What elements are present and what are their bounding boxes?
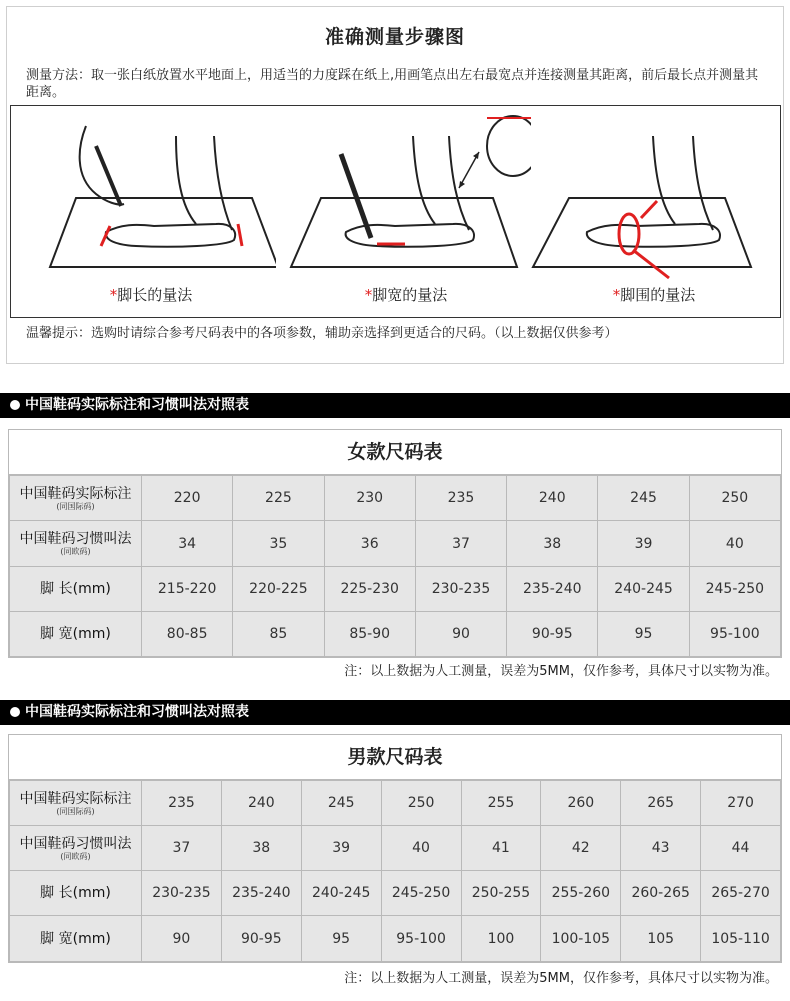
table-cell: 245-250	[381, 871, 461, 916]
foot-girth-illustration	[529, 106, 779, 281]
row-header-label: 中国鞋码习惯叫法	[19, 835, 132, 852]
table-cell: 235-240	[507, 567, 598, 612]
table-cell: 105	[621, 916, 701, 962]
foot-girth-panel	[529, 106, 779, 319]
men-chart-title: 男款尺码表	[9, 735, 781, 780]
table-cell: 80-85	[142, 612, 233, 657]
table-cell: 39	[598, 521, 689, 567]
table-cell: 235-240	[221, 871, 301, 916]
row-header-label: 脚 长(mm)	[40, 581, 111, 597]
table-row	[10, 781, 781, 826]
foot-width-illustration	[281, 106, 531, 281]
table-cell: 95-100	[689, 612, 780, 657]
table-row	[10, 521, 781, 567]
row-header-sublabel: (同欧码)	[60, 547, 91, 556]
table-cell: 90-95	[221, 916, 301, 962]
table-cell: 245	[301, 781, 381, 826]
table-row	[10, 871, 781, 916]
table-cell: 38	[221, 826, 301, 871]
table-cell: 260	[541, 781, 621, 826]
table-cell: 90	[142, 916, 222, 962]
row-header-label: 中国鞋码实际标注	[19, 790, 132, 807]
table-cell: 220-225	[233, 567, 324, 612]
table-row	[10, 612, 781, 657]
row-header	[10, 781, 142, 826]
table-cell: 44	[701, 826, 781, 871]
row-header-sublabel: (同国际码)	[56, 501, 95, 511]
foot-length-panel	[26, 106, 276, 319]
table-row	[10, 916, 781, 962]
foot-length-illustration	[26, 106, 276, 281]
guide-title: 准确测量步骤图	[324, 26, 465, 48]
table-cell: 95	[301, 916, 381, 962]
row-header-label: 中国鞋码习惯叫法	[19, 531, 132, 547]
table-cell: 245-250	[689, 567, 780, 612]
men-note: 注：以上数据为人工测量，误差为5MM，仅作参考，具体尺寸以实物为准。	[344, 971, 778, 986]
measurement-method-text: 测量方法：取一张白纸放置水平地面上，用适当的力度踩在纸上,用画笔点出左右最宽点并连接测量其距离，前后最长点并测量其距离。	[26, 68, 759, 100]
table-row	[10, 826, 781, 871]
table-cell: 38	[507, 521, 598, 567]
table-cell: 270	[701, 781, 781, 826]
table-cell: 85-90	[324, 612, 415, 657]
foot-width-caption: *脚宽的量法	[364, 286, 448, 304]
table-row	[10, 567, 781, 612]
foot-girth-caption: *脚围的量法	[612, 286, 696, 304]
table-cell: 220	[142, 476, 233, 521]
table-cell: 105-110	[701, 916, 781, 962]
table-cell: 235	[415, 476, 506, 521]
table-cell: 42	[541, 826, 621, 871]
row-header	[10, 826, 142, 871]
row-header	[10, 521, 142, 567]
table-cell: 240	[221, 781, 301, 826]
men-size-chart	[8, 734, 782, 963]
foot-width-panel	[281, 106, 531, 319]
table-cell: 36	[324, 521, 415, 567]
table-cell: 35	[233, 521, 324, 567]
foot-length-caption: *脚长的量法	[109, 286, 193, 304]
table-cell: 250	[689, 476, 780, 521]
table-cell: 41	[461, 826, 541, 871]
table-cell: 265	[621, 781, 701, 826]
table-cell: 40	[689, 521, 780, 567]
table-cell: 225-230	[324, 567, 415, 612]
table-cell: 37	[415, 521, 506, 567]
table-cell: 90	[415, 612, 506, 657]
table-cell: 230	[324, 476, 415, 521]
table-cell: 43	[621, 826, 701, 871]
table-cell: 250-255	[461, 871, 541, 916]
table-cell: 100	[461, 916, 541, 962]
table-cell: 85	[233, 612, 324, 657]
table-cell: 215-220	[142, 567, 233, 612]
table-cell: 230-235	[415, 567, 506, 612]
women-note: 注：以上数据为人工测量，误差为5MM，仅作参考，具体尺寸以实物为准。	[344, 664, 778, 679]
row-header-sublabel: (同欧码)	[60, 851, 91, 861]
women-chart-title: 女款尺码表	[9, 430, 781, 475]
table-cell: 255	[461, 781, 541, 826]
table-cell: 225	[233, 476, 324, 521]
row-header	[10, 567, 142, 612]
row-header	[10, 476, 142, 521]
table-cell: 34	[142, 521, 233, 567]
table-cell: 245	[598, 476, 689, 521]
row-header-label: 中国鞋码实际标注	[19, 485, 132, 502]
women-size-chart	[8, 429, 782, 658]
illustration-box	[10, 105, 781, 318]
table-cell: 95-100	[381, 916, 461, 962]
table-cell: 230-235	[142, 871, 222, 916]
row-header-sublabel: (同国际码)	[56, 806, 95, 816]
table-cell: 250	[381, 781, 461, 826]
table-cell: 95	[598, 612, 689, 657]
table-cell: 240-245	[301, 871, 381, 916]
section-band-men: 中国鞋码实际标注和习惯叫法对照表	[0, 700, 790, 725]
section-band-women: 中国鞋码实际标注和习惯叫法对照表	[0, 393, 790, 418]
row-header	[10, 916, 142, 962]
row-header-label: 脚 长(mm)	[40, 885, 111, 901]
tip-text: 温馨提示：选购时请综合参考尺码表中的各项参数，辅助亲选择到更适合的尺码。（以上数据仅供参考）	[26, 326, 618, 341]
row-header	[10, 612, 142, 657]
table-cell: 40	[381, 826, 461, 871]
table-cell: 240-245	[598, 567, 689, 612]
table-cell: 39	[301, 826, 381, 871]
row-header-label: 脚 宽(mm)	[40, 930, 111, 947]
table-cell: 37	[142, 826, 222, 871]
table-cell: 90-95	[507, 612, 598, 657]
table-cell: 240	[507, 476, 598, 521]
row-header-label: 脚 宽(mm)	[40, 626, 111, 642]
table-row	[10, 476, 781, 521]
women-size-table	[9, 475, 781, 657]
row-header	[10, 871, 142, 916]
bullet-dot-icon	[10, 707, 20, 717]
table-cell: 255-260	[541, 871, 621, 916]
table-cell: 260-265	[621, 871, 701, 916]
table-cell: 265-270	[701, 871, 781, 916]
table-cell: 100-105	[541, 916, 621, 962]
table-cell: 235	[142, 781, 222, 826]
men-size-table	[9, 780, 781, 962]
bullet-dot-icon	[10, 400, 20, 410]
